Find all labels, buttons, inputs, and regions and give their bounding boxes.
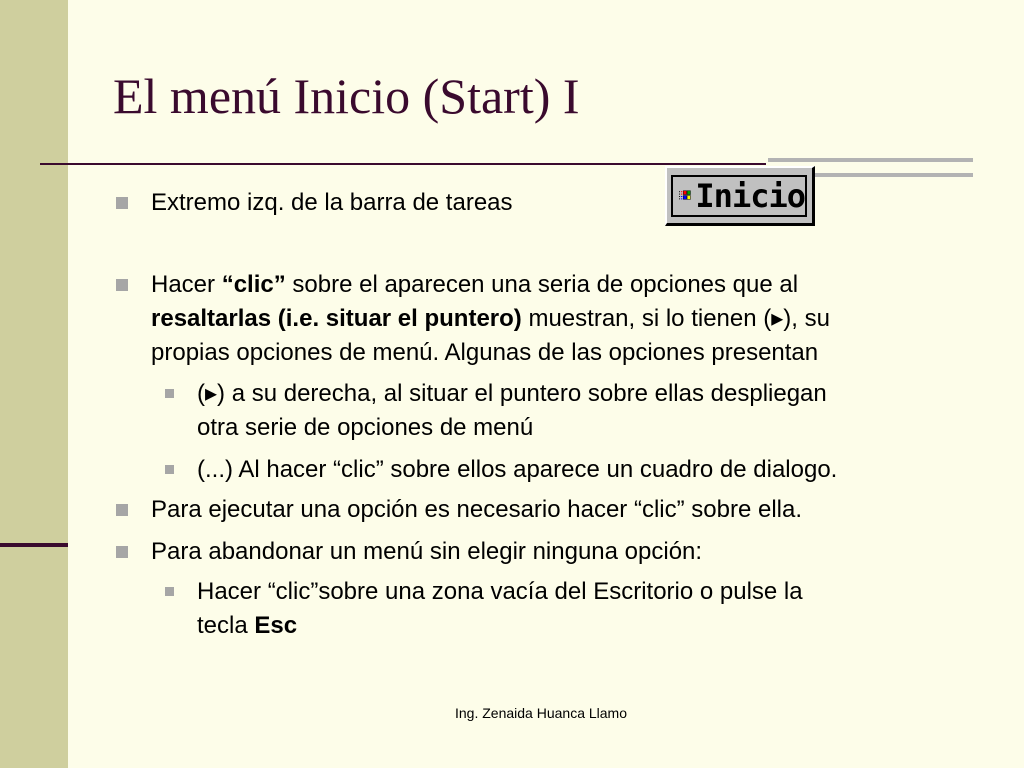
- grey-divider-top: [768, 158, 973, 162]
- start-button-label: Inicio: [695, 177, 805, 215]
- list-item-text: Extremo izq. de la barra de tareas: [151, 189, 513, 216]
- text-run: muestran, si lo tienen (▸), su: [521, 305, 830, 332]
- list-item-line: [151, 302, 830, 336]
- start-button-focus-frame: [671, 175, 807, 217]
- list-item-text: Para ejecutar una opción es necesario hacer “clic” sobre ella.: [151, 496, 803, 523]
- title-divider: [40, 163, 766, 165]
- list-item-line: (▸) a su derecha, al situar el puntero sobre ellas despliegan: [197, 380, 827, 407]
- slide-title: El menú Inicio (Start) I: [113, 68, 580, 124]
- start-button[interactable]: [665, 166, 815, 226]
- list-item-line: [151, 268, 798, 302]
- list-item-line: otra serie de opciones de menú: [197, 414, 534, 441]
- bullet-marker: [116, 279, 128, 291]
- sub-bullet-marker: [165, 389, 174, 398]
- list-item-line: Hacer “clic”sobre una zona vacía del Escritorio o pulse la: [197, 578, 803, 605]
- emphasis-resaltarlas: resaltarlas (i.e. situar el puntero): [151, 305, 522, 332]
- list-item-text: (...) Al hacer “clic” sobre ellos aparece un cuadro de dialogo.: [197, 456, 838, 483]
- text-run: sobre el aparecen una seria de opciones que al: [285, 271, 799, 298]
- list-item-text: Para abandonar un menú sin elegir ninguna opción:: [151, 538, 703, 565]
- slide-footer: Ing. Zenaida Huanca Llamo: [455, 705, 627, 721]
- emphasis-esc-key: Esc: [254, 612, 298, 639]
- bullet-marker: [116, 504, 128, 516]
- sidebar-accent-line: [0, 543, 68, 547]
- sub-bullet-marker: [165, 587, 174, 596]
- bullet-marker: [116, 546, 128, 558]
- bullet-marker: [116, 197, 128, 209]
- list-item-line: propias opciones de menú. Algunas de las opciones presentan: [151, 339, 819, 366]
- windows-logo-icon: [679, 183, 691, 209]
- sub-bullet-marker: [165, 465, 174, 474]
- emphasis-clic: “clic”: [221, 271, 286, 298]
- left-sidebar-decoration: [0, 0, 68, 768]
- text-run: Hacer: [151, 271, 222, 298]
- text-run: tecla: [197, 612, 255, 639]
- list-item-line: [197, 609, 297, 643]
